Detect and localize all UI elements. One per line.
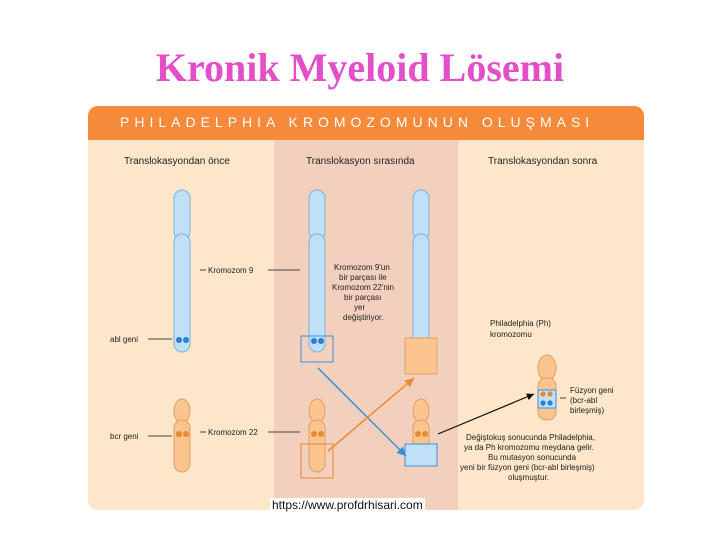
philadelphia-chromosome [538,355,556,420]
chromosome-9-during [301,190,333,362]
arrow-bcr-transfer [328,378,414,451]
source-url: https://www.profdrhisari.com [272,498,423,512]
header-text: PHILADELPHIA KROMOZOMUNUN OLUŞMASI [120,114,595,130]
chromosome-22-during [301,399,333,478]
chromosome-diagram [88,106,644,510]
label-kromozom22: Kromozom 22 [208,428,258,437]
exchange-note: Kromozom 9'un bir parçası ile Kromozom 22'nin bir parçası yer değiştiriyor. [332,263,394,322]
column-title-during: Translokasyon sırasında [306,156,415,167]
bcr-gene-marker [176,431,182,437]
arrow-to-ph [438,394,534,434]
arrow-abl-transfer [318,368,406,456]
ph-label: Philadelphia (Ph) kromozomu [490,319,551,339]
label-abl: abl geni [110,335,139,344]
chromosome-9-derivative [405,190,437,374]
column-title-before: Translokasyondan önce [124,156,230,167]
fusion-label: Füzyon geni (bcr-abl birleşmiş) [570,386,614,415]
result-note: Değiştokuş sonucunda Philadelphia, ya da Ph kromozomu meydana gelir. Bu mutasyon sonucunda yeni bir füzyon geni (bcr-abl birleşmiş) oluşmuştur. [460,433,595,482]
label-bcr: bcr geni [110,432,139,441]
diagram-panel [88,106,644,510]
column-title-after: Translokasyondan sonra [488,156,598,167]
chromosome-22-before [174,399,190,472]
label-kromozom9: Kromozom 9 [208,266,254,275]
page-title: Kronik Myeloid Lösemi [155,45,565,90]
chromosome-9-before [174,190,190,352]
chromosome-22-derivative [405,399,437,466]
abl-gene-marker [176,337,182,343]
